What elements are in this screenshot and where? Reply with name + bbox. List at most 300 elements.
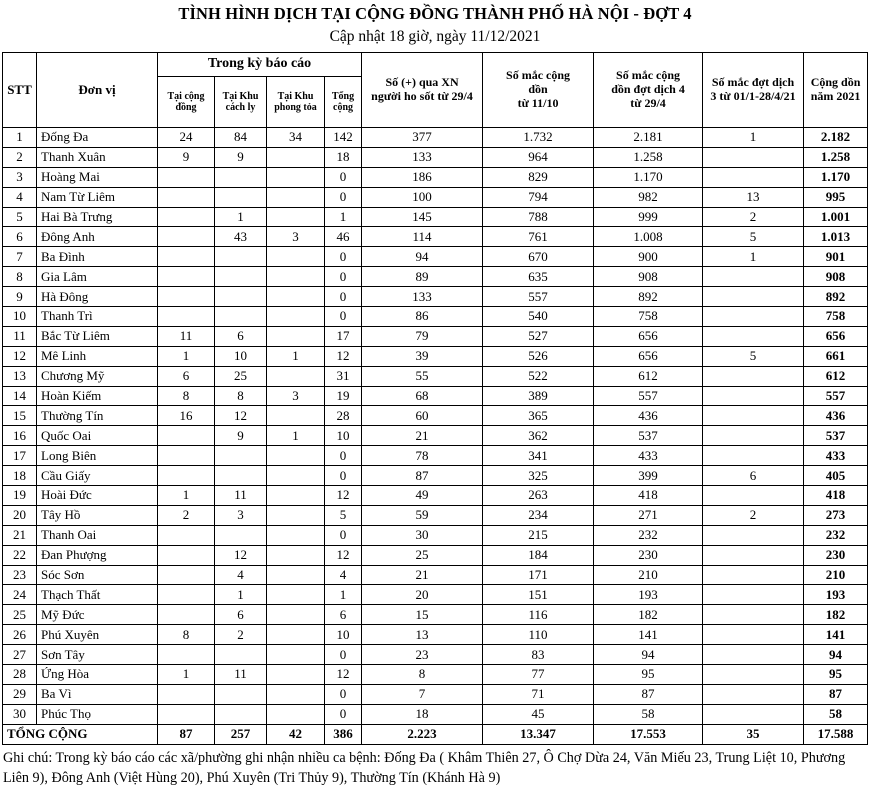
table-row: [3, 426, 868, 446]
row-lockdown: [267, 486, 325, 506]
row-fever-positive: 13: [362, 625, 483, 645]
row-lockdown: 3: [267, 386, 325, 406]
row-isolation: 10: [215, 346, 267, 366]
row-total: 28: [325, 406, 362, 426]
row-fever-positive: 133: [362, 287, 483, 307]
row-total: 0: [325, 704, 362, 724]
header-cumulative-2021: Cộng dồn năm 2021: [804, 53, 868, 128]
row-total: 10: [325, 625, 362, 645]
row-wave-3: 1: [703, 128, 804, 148]
row-cumulative-2021: 405: [804, 466, 868, 486]
row-cumulative-2021: 995: [804, 187, 868, 207]
row-isolation: [215, 466, 267, 486]
row-lockdown: [267, 665, 325, 685]
row-cumulative-wave-4: 436: [594, 406, 703, 426]
row-unit-name: Sóc Sơn: [37, 565, 158, 585]
table-row: [3, 545, 868, 565]
row-cumulative-wave-4: 230: [594, 545, 703, 565]
totals-total: 386: [325, 724, 362, 744]
row-cumulative-since-11-10: 670: [483, 247, 594, 267]
row-cumulative-wave-4: 1.008: [594, 227, 703, 247]
row-total: 17: [325, 326, 362, 346]
row-total: 19: [325, 386, 362, 406]
row-wave-3: [703, 366, 804, 386]
row-cumulative-wave-4: 58: [594, 704, 703, 724]
row-community: 1: [158, 346, 215, 366]
row-cumulative-wave-4: 210: [594, 565, 703, 585]
row-isolation: 6: [215, 326, 267, 346]
row-cumulative-2021: 1.258: [804, 147, 868, 167]
row-wave-3: [703, 287, 804, 307]
row-stt: 9: [3, 287, 37, 307]
row-fever-positive: 79: [362, 326, 483, 346]
header-unit: Đơn vị: [37, 53, 158, 128]
row-lockdown: 1: [267, 346, 325, 366]
row-unit-name: Ba Vì: [37, 684, 158, 704]
row-community: [158, 227, 215, 247]
row-fever-positive: 186: [362, 167, 483, 187]
table-row: [3, 287, 868, 307]
row-cumulative-since-11-10: 45: [483, 704, 594, 724]
row-fever-positive: 114: [362, 227, 483, 247]
row-fever-positive: 59: [362, 505, 483, 525]
row-stt: 27: [3, 645, 37, 665]
row-cumulative-wave-4: 433: [594, 446, 703, 466]
totals-cumulative: 17.588: [804, 724, 868, 744]
row-fever-positive: 133: [362, 147, 483, 167]
row-community: [158, 267, 215, 287]
row-cumulative-since-11-10: 77: [483, 665, 594, 685]
row-cumulative-2021: 58: [804, 704, 868, 724]
row-stt: 25: [3, 605, 37, 625]
row-cumulative-wave-4: 1.258: [594, 147, 703, 167]
row-total: 1: [325, 585, 362, 605]
row-cumulative-since-11-10: 151: [483, 585, 594, 605]
row-total: 142: [325, 128, 362, 148]
row-fever-positive: 21: [362, 426, 483, 446]
table-row: [3, 267, 868, 287]
row-wave-3: 5: [703, 227, 804, 247]
table-row: [3, 585, 868, 605]
row-isolation: [215, 645, 267, 665]
row-unit-name: Thanh Oai: [37, 525, 158, 545]
row-community: [158, 545, 215, 565]
row-wave-3: [703, 684, 804, 704]
row-isolation: 11: [215, 665, 267, 685]
row-isolation: 1: [215, 585, 267, 605]
totals-community: 87: [158, 724, 215, 744]
row-unit-name: Quốc Oai: [37, 426, 158, 446]
table-row: [3, 366, 868, 386]
row-unit-name: Nam Từ Liêm: [37, 187, 158, 207]
row-fever-positive: 21: [362, 565, 483, 585]
row-cumulative-since-11-10: 171: [483, 565, 594, 585]
row-unit-name: Ứng Hòa: [37, 665, 158, 685]
row-cumulative-2021: 661: [804, 346, 868, 366]
row-cumulative-since-11-10: 215: [483, 525, 594, 545]
totals-label: TỔNG CỘNG: [3, 724, 158, 744]
row-fever-positive: 7: [362, 684, 483, 704]
table-row: [3, 167, 868, 187]
row-unit-name: Phúc Thọ: [37, 704, 158, 724]
row-fever-positive: 60: [362, 406, 483, 426]
row-total: 0: [325, 307, 362, 327]
row-wave-3: [703, 704, 804, 724]
row-stt: 19: [3, 486, 37, 506]
row-cumulative-2021: 210: [804, 565, 868, 585]
row-wave-3: 1: [703, 247, 804, 267]
row-cumulative-since-11-10: 964: [483, 147, 594, 167]
table-row: [3, 187, 868, 207]
row-stt: 30: [3, 704, 37, 724]
row-wave-3: 2: [703, 505, 804, 525]
row-cumulative-since-11-10: 635: [483, 267, 594, 287]
row-isolation: [215, 267, 267, 287]
row-stt: 14: [3, 386, 37, 406]
footnote: Ghi chú: Trong kỳ báo cáo các xã/phường ghi nhận nhiều ca bệnh: Đống Đa ( Khâm Thiên 27, Ô Chợ Dừa 24, Văn Miếu 23, Trung Liệt 10, Phương Liên 9), Đông Anh (Việt Hùng 20), Phú Xuyên (Tri Thủy 9), Thường Tín (Khánh Hà 9): [3, 750, 846, 786]
row-isolation: 11: [215, 486, 267, 506]
row-lockdown: [267, 585, 325, 605]
row-cumulative-2021: 87: [804, 684, 868, 704]
row-cumulative-wave-4: 95: [594, 665, 703, 685]
row-lockdown: [267, 466, 325, 486]
row-community: [158, 525, 215, 545]
row-unit-name: Hai Bà Trưng: [37, 207, 158, 227]
row-lockdown: [267, 505, 325, 525]
row-lockdown: [267, 684, 325, 704]
row-total: 6: [325, 605, 362, 625]
row-community: [158, 704, 215, 724]
row-fever-positive: 8: [362, 665, 483, 685]
row-lockdown: [267, 446, 325, 466]
row-cumulative-wave-4: 656: [594, 326, 703, 346]
row-cumulative-2021: 230: [804, 545, 868, 565]
row-stt: 5: [3, 207, 37, 227]
row-fever-positive: 20: [362, 585, 483, 605]
row-stt: 26: [3, 625, 37, 645]
row-unit-name: Tây Hồ: [37, 505, 158, 525]
row-unit-name: Đống Đa: [37, 128, 158, 148]
row-lockdown: [267, 287, 325, 307]
row-cumulative-2021: 1.001: [804, 207, 868, 227]
row-unit-name: Thanh Trì: [37, 307, 158, 327]
table-row: [3, 346, 868, 366]
totals-fever: 2.223: [362, 724, 483, 744]
header-isolation: Tại Khu cách ly: [215, 77, 267, 128]
row-cumulative-since-11-10: 526: [483, 346, 594, 366]
row-cumulative-wave-4: 908: [594, 267, 703, 287]
row-wave-3: [703, 446, 804, 466]
row-stt: 13: [3, 366, 37, 386]
row-wave-3: 6: [703, 466, 804, 486]
row-total: 0: [325, 466, 362, 486]
row-total: 12: [325, 545, 362, 565]
row-wave-3: 13: [703, 187, 804, 207]
header-cumulative-since-11-10: Số mắc cộng dồn từ 11/10: [483, 53, 594, 128]
row-lockdown: [267, 605, 325, 625]
row-lockdown: [267, 545, 325, 565]
row-lockdown: [267, 625, 325, 645]
row-cumulative-2021: 892: [804, 287, 868, 307]
row-wave-3: [703, 326, 804, 346]
header-community: Tại cộng đồng: [158, 77, 215, 128]
row-community: [158, 287, 215, 307]
row-community: 8: [158, 625, 215, 645]
row-isolation: 9: [215, 147, 267, 167]
row-wave-3: [703, 665, 804, 685]
row-cumulative-wave-4: 418: [594, 486, 703, 506]
row-stt: 23: [3, 565, 37, 585]
row-wave-3: [703, 307, 804, 327]
row-isolation: 3: [215, 505, 267, 525]
row-community: [158, 207, 215, 227]
row-cumulative-2021: 612: [804, 366, 868, 386]
row-community: 11: [158, 326, 215, 346]
row-cumulative-wave-4: 87: [594, 684, 703, 704]
header-fever-positive: Số (+) qua XN người ho sốt từ 29/4: [362, 53, 483, 128]
totals-since1110: 13.347: [483, 724, 594, 744]
row-cumulative-since-11-10: 341: [483, 446, 594, 466]
row-stt: 2: [3, 147, 37, 167]
row-total: 0: [325, 267, 362, 287]
table-row: [3, 147, 868, 167]
row-cumulative-since-11-10: 1.732: [483, 128, 594, 148]
table-row: [3, 307, 868, 327]
row-cumulative-wave-4: 612: [594, 366, 703, 386]
row-unit-name: Gia Lâm: [37, 267, 158, 287]
row-lockdown: [267, 406, 325, 426]
row-community: 24: [158, 128, 215, 148]
row-isolation: 43: [215, 227, 267, 247]
totals-lockdown: 42: [267, 724, 325, 744]
row-community: 2: [158, 505, 215, 525]
row-stt: 7: [3, 247, 37, 267]
row-fever-positive: 78: [362, 446, 483, 466]
row-cumulative-2021: 436: [804, 406, 868, 426]
row-total: 46: [325, 227, 362, 247]
row-cumulative-since-11-10: 263: [483, 486, 594, 506]
row-cumulative-wave-4: 537: [594, 426, 703, 446]
table-row: [3, 625, 868, 645]
row-stt: 22: [3, 545, 37, 565]
row-fever-positive: 377: [362, 128, 483, 148]
header-cumulative-wave-4: Số mắc cộng dồn đợt dịch 4 từ 29/4: [594, 53, 703, 128]
header-stt: STT: [3, 53, 37, 128]
row-cumulative-2021: 141: [804, 625, 868, 645]
row-lockdown: 34: [267, 128, 325, 148]
table-row: [3, 386, 868, 406]
row-wave-3: [703, 426, 804, 446]
row-community: [158, 307, 215, 327]
row-cumulative-2021: 1.013: [804, 227, 868, 247]
row-wave-3: [703, 585, 804, 605]
row-total: 0: [325, 525, 362, 545]
row-wave-3: [703, 167, 804, 187]
row-fever-positive: 55: [362, 366, 483, 386]
row-total: 0: [325, 446, 362, 466]
table-row: [3, 207, 868, 227]
row-community: 8: [158, 386, 215, 406]
totals-isolation: 257: [215, 724, 267, 744]
row-cumulative-wave-4: 999: [594, 207, 703, 227]
row-unit-name: Thanh Xuân: [37, 147, 158, 167]
row-cumulative-2021: 901: [804, 247, 868, 267]
row-unit-name: Mê Linh: [37, 346, 158, 366]
row-community: [158, 426, 215, 446]
row-stt: 24: [3, 585, 37, 605]
row-total: 0: [325, 684, 362, 704]
row-cumulative-wave-4: 557: [594, 386, 703, 406]
row-lockdown: [267, 307, 325, 327]
row-fever-positive: 39: [362, 346, 483, 366]
table-row: [3, 665, 868, 685]
row-unit-name: Cầu Giấy: [37, 466, 158, 486]
row-cumulative-since-11-10: 522: [483, 366, 594, 386]
row-stt: 4: [3, 187, 37, 207]
row-unit-name: Hà Đông: [37, 287, 158, 307]
row-cumulative-wave-4: 193: [594, 585, 703, 605]
header-reporting-period: Trong kỳ báo cáo: [158, 53, 362, 77]
row-community: [158, 187, 215, 207]
table-row: [3, 565, 868, 585]
row-lockdown: [267, 704, 325, 724]
row-cumulative-since-11-10: 540: [483, 307, 594, 327]
row-unit-name: Phú Xuyên: [37, 625, 158, 645]
row-stt: 21: [3, 525, 37, 545]
row-cumulative-since-11-10: 829: [483, 167, 594, 187]
row-community: 9: [158, 147, 215, 167]
row-lockdown: [267, 187, 325, 207]
row-wave-3: [703, 386, 804, 406]
row-community: 6: [158, 366, 215, 386]
table-row: [3, 505, 868, 525]
table-row: [3, 605, 868, 625]
row-unit-name: Ba Đình: [37, 247, 158, 267]
row-total: 12: [325, 346, 362, 366]
row-cumulative-wave-4: 900: [594, 247, 703, 267]
row-community: [158, 446, 215, 466]
totals-row: [3, 724, 868, 744]
row-community: [158, 585, 215, 605]
row-cumulative-wave-4: 656: [594, 346, 703, 366]
row-lockdown: [267, 247, 325, 267]
row-community: [158, 645, 215, 665]
row-isolation: [215, 307, 267, 327]
row-cumulative-wave-4: 271: [594, 505, 703, 525]
row-isolation: [215, 446, 267, 466]
row-cumulative-wave-4: 399: [594, 466, 703, 486]
row-unit-name: Đông Anh: [37, 227, 158, 247]
table-body: [3, 128, 868, 745]
row-cumulative-2021: 2.182: [804, 128, 868, 148]
table-row: [3, 704, 868, 724]
row-lockdown: 1: [267, 426, 325, 446]
row-isolation: 25: [215, 366, 267, 386]
covid-cases-table: [2, 52, 868, 745]
row-unit-name: Bắc Từ Liêm: [37, 326, 158, 346]
row-fever-positive: 87: [362, 466, 483, 486]
row-wave-3: [703, 267, 804, 287]
row-lockdown: [267, 267, 325, 287]
row-unit-name: Chương Mỹ: [37, 366, 158, 386]
row-community: [158, 167, 215, 187]
row-isolation: 12: [215, 406, 267, 426]
row-wave-3: [703, 565, 804, 585]
row-community: [158, 466, 215, 486]
row-cumulative-2021: 95: [804, 665, 868, 685]
row-total: 4: [325, 565, 362, 585]
row-stt: 20: [3, 505, 37, 525]
row-cumulative-since-11-10: 365: [483, 406, 594, 426]
row-stt: 8: [3, 267, 37, 287]
row-lockdown: [267, 366, 325, 386]
row-cumulative-2021: 193: [804, 585, 868, 605]
row-stt: 15: [3, 406, 37, 426]
row-cumulative-2021: 1.170: [804, 167, 868, 187]
row-stt: 11: [3, 326, 37, 346]
row-wave-3: [703, 147, 804, 167]
row-lockdown: [267, 167, 325, 187]
row-wave-3: [703, 545, 804, 565]
row-isolation: 8: [215, 386, 267, 406]
row-stt: 12: [3, 346, 37, 366]
row-lockdown: [267, 207, 325, 227]
row-lockdown: [267, 147, 325, 167]
row-isolation: 12: [215, 545, 267, 565]
row-cumulative-2021: 433: [804, 446, 868, 466]
row-wave-3: 5: [703, 346, 804, 366]
row-community: 1: [158, 665, 215, 685]
row-cumulative-since-11-10: 788: [483, 207, 594, 227]
row-cumulative-since-11-10: 389: [483, 386, 594, 406]
row-isolation: 1: [215, 207, 267, 227]
row-wave-3: [703, 625, 804, 645]
row-cumulative-2021: 656: [804, 326, 868, 346]
row-isolation: 2: [215, 625, 267, 645]
row-stt: 3: [3, 167, 37, 187]
row-isolation: 4: [215, 565, 267, 585]
row-total: 12: [325, 665, 362, 685]
row-cumulative-2021: 232: [804, 525, 868, 545]
row-cumulative-since-11-10: 557: [483, 287, 594, 307]
row-stt: 28: [3, 665, 37, 685]
row-unit-name: Hoàn Kiếm: [37, 386, 158, 406]
row-unit-name: Sơn Tây: [37, 645, 158, 665]
row-cumulative-wave-4: 94: [594, 645, 703, 665]
row-fever-positive: 145: [362, 207, 483, 227]
row-stt: 10: [3, 307, 37, 327]
row-community: [158, 565, 215, 585]
row-fever-positive: 94: [362, 247, 483, 267]
row-wave-3: [703, 406, 804, 426]
row-cumulative-2021: 758: [804, 307, 868, 327]
row-cumulative-2021: 418: [804, 486, 868, 506]
row-total: 0: [325, 187, 362, 207]
row-cumulative-wave-4: 182: [594, 605, 703, 625]
row-unit-name: Long Biên: [37, 446, 158, 466]
row-cumulative-wave-4: 982: [594, 187, 703, 207]
row-stt: 6: [3, 227, 37, 247]
row-cumulative-since-11-10: 83: [483, 645, 594, 665]
table-row: [3, 684, 868, 704]
row-total: 5: [325, 505, 362, 525]
table-row: [3, 326, 868, 346]
row-isolation: [215, 525, 267, 545]
row-stt: 18: [3, 466, 37, 486]
row-fever-positive: 18: [362, 704, 483, 724]
row-lockdown: 3: [267, 227, 325, 247]
row-cumulative-since-11-10: 761: [483, 227, 594, 247]
